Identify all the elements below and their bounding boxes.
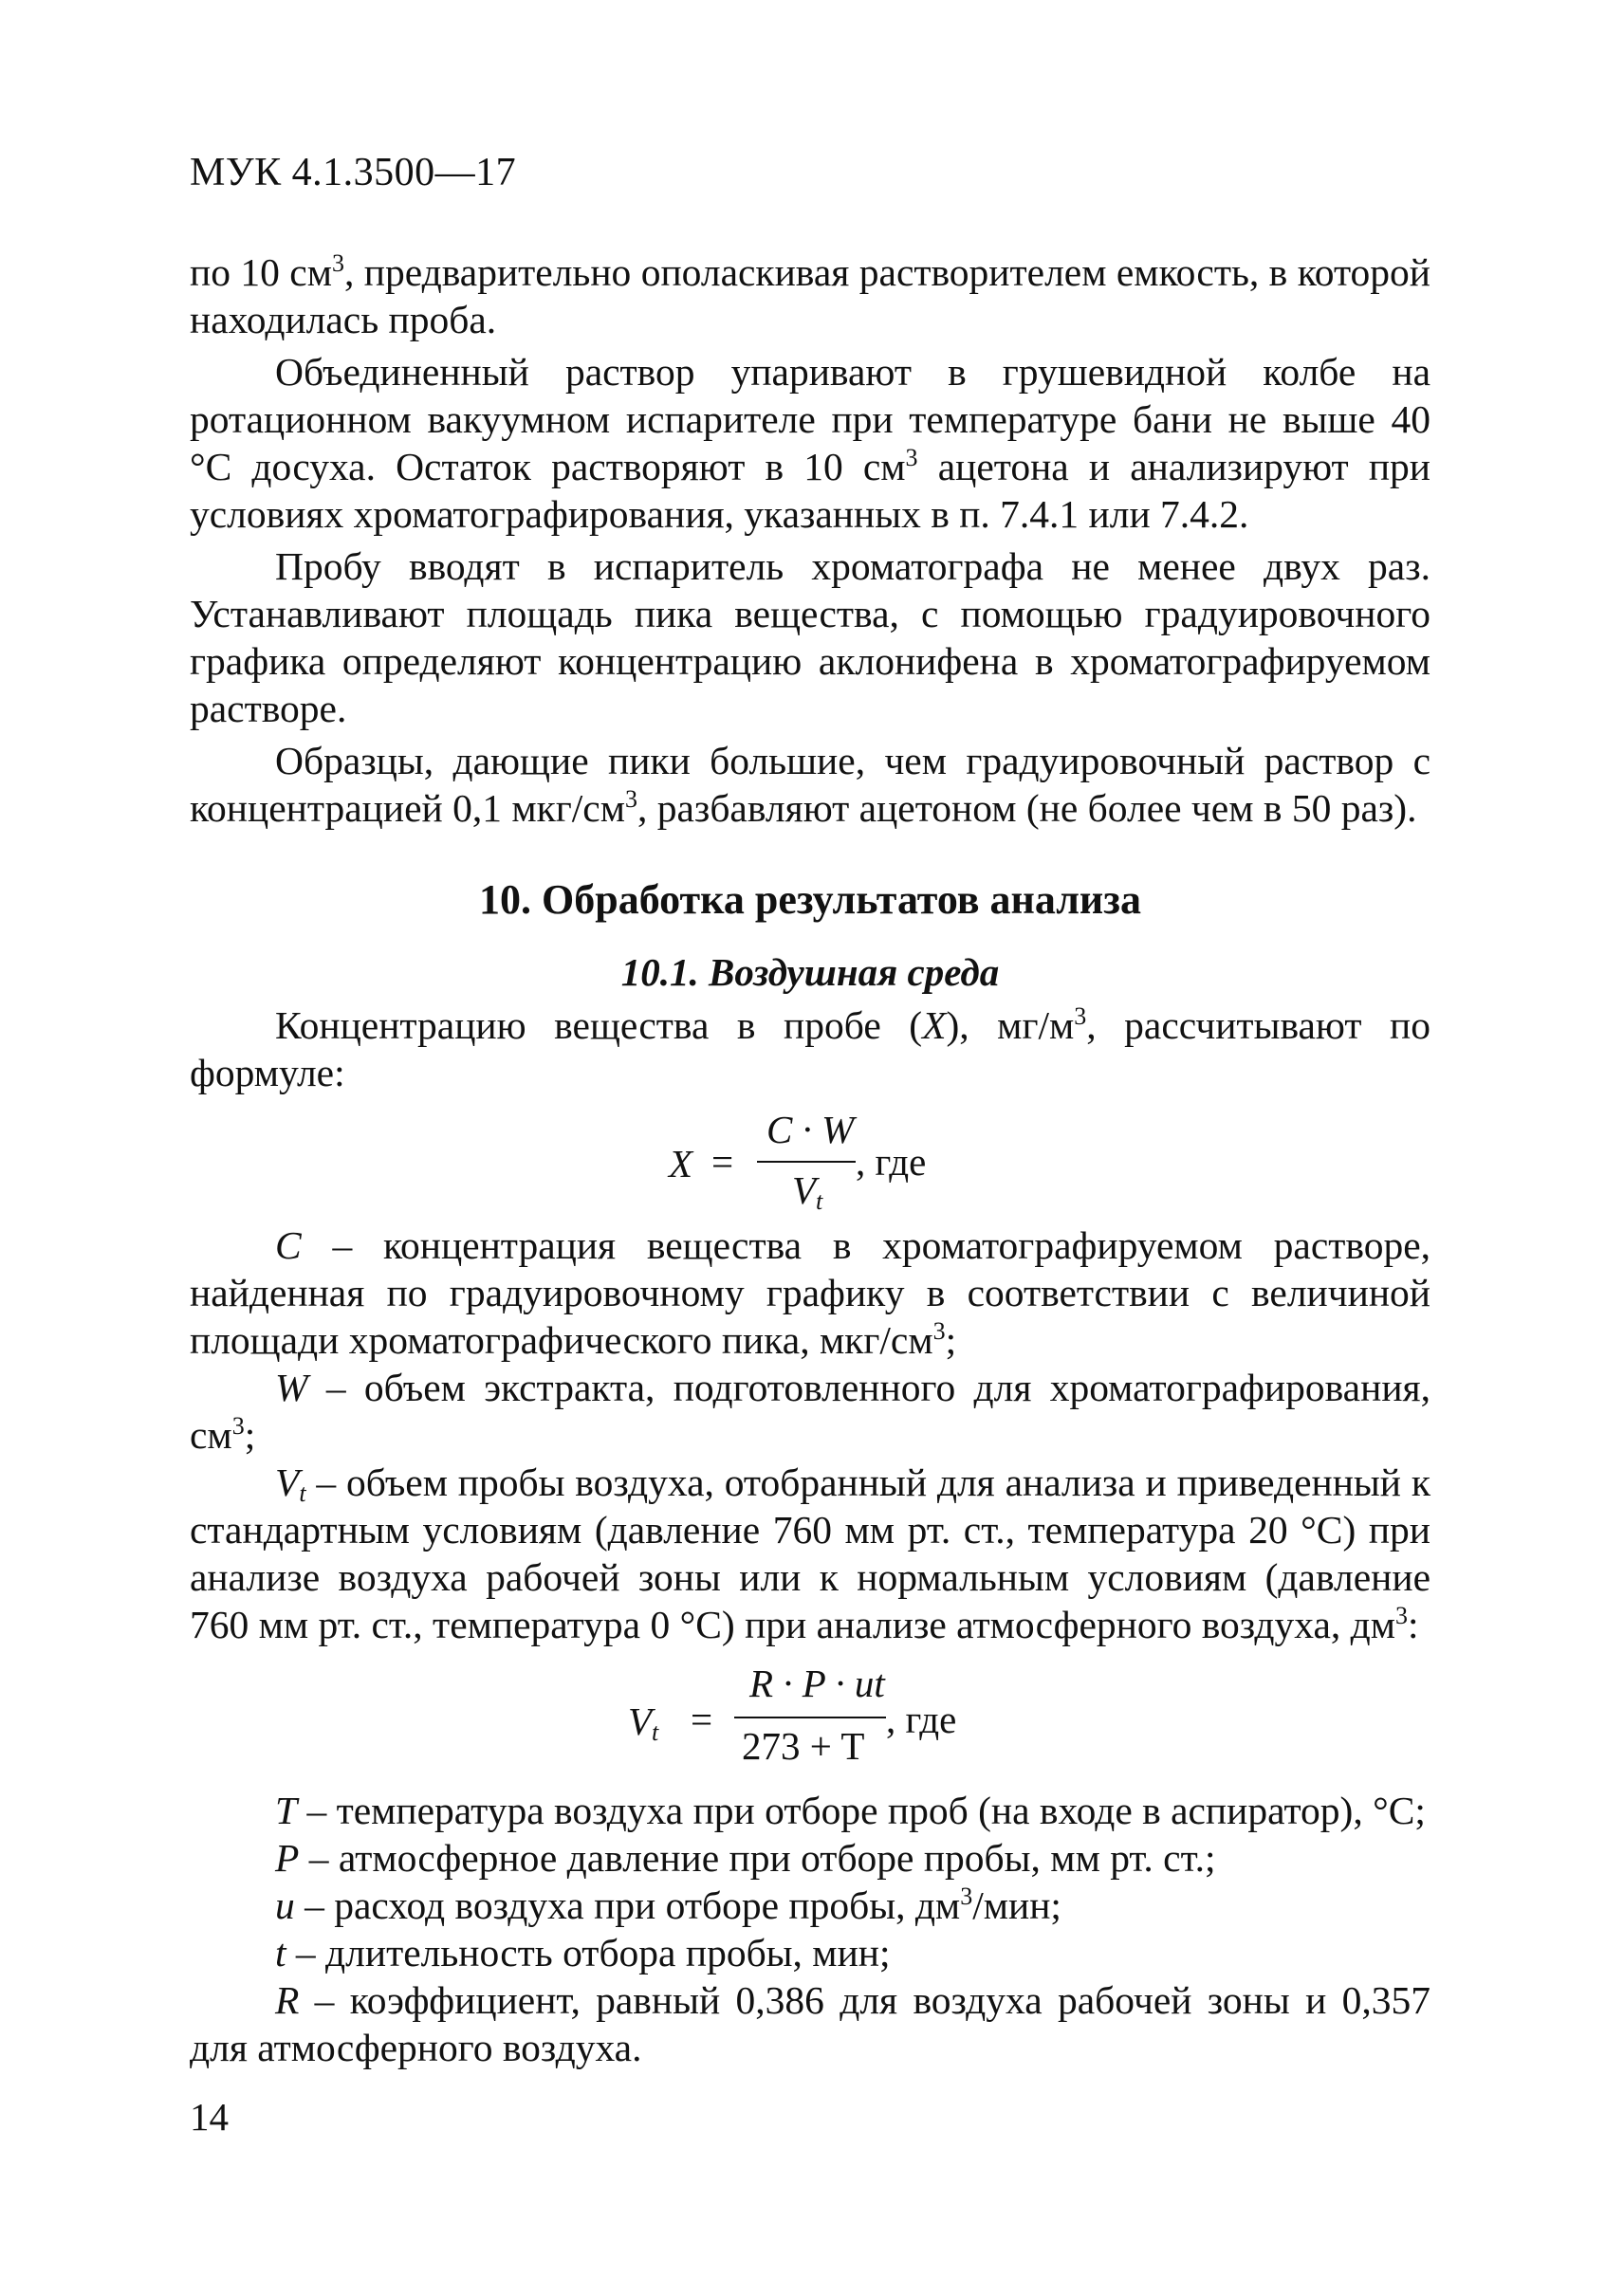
definition-r: R – коэффициент, равный 0,386 для воздуха рабочей зоны и 0,357 для атмосферного воздуха. [190, 1978, 1430, 2069]
fraction-bar [757, 1161, 856, 1163]
formula2-lhs: $V_t$ [628, 1699, 659, 1746]
formula-suffix: , где [856, 1140, 927, 1184]
definition-u: u – расход воздуха при отборе пробы, $дм^3$/мин; [275, 1883, 1061, 1927]
paragraph-dilute: Образцы, дающие пики большие, чем градуировочный раствор с концентрацией 0,1 мкг/$см^3$, разбавляют ацетоном (не более чем в 50 раз). [190, 739, 1430, 830]
subsection-heading: 10.1. Воздушная среда [620, 950, 1000, 994]
document-code-header: МУК 4.1.3500—17 [190, 151, 517, 194]
fraction-bar [734, 1717, 886, 1718]
formula-denominator: $V_t$ [792, 1168, 823, 1215]
paragraph-rinse: по 10 $см^3$, предварительно ополаскивая растворителем емкость, в которой находилась проба. [190, 249, 1430, 341]
formula-volume [190, 1656, 1430, 1781]
definition-vt: $V_t$ – объем пробы воздуха, отобранный для анализа и приведенный к стандартным условиям (давление 760 мм рт. ст., температура 20 °С) при анализе воздуха рабочей зоны или к нормальным условиям (давление 760 мм рт. ст., температура 0 °С) при анализе атмосферного воздуха, $дм^3$: [190, 1460, 1430, 1646]
section-heading: 10. Обработка результатов анализа [479, 876, 1141, 923]
formula-lhs: X [669, 1142, 693, 1185]
document-body [190, 248, 1430, 2071]
formula2-equals: = [691, 1698, 713, 1741]
definition-p: P – атмосферное давление при отборе пробы, мм рт. ст.; [275, 1836, 1216, 1880]
definition-c: C – концентрация вещества в хроматографируемом растворе, найденная по градуировочному графику в соответствии с величиной площади хроматографического пика, мкг/$см^3$; [190, 1223, 1430, 1362]
formula2-numerator: R · P · ut [749, 1662, 885, 1705]
definition-t-temperature: T – температура воздуха при отборе проб (на входе в аспиратор), °С; [275, 1789, 1426, 1832]
formula2-suffix: , где [886, 1698, 957, 1741]
formula-concentration [190, 1102, 1430, 1220]
paragraph-concentration-intro: Концентрацию вещества в пробе (X), $мг/м^3$, рассчитывают по формуле: [190, 1002, 1430, 1094]
paragraph-inject: Пробу вводят в испаритель хроматографа не менее двух раз. Устанавливают площадь пика вещества, с помощью градуировочного графика определяют концентрацию аклонифена в хроматографируемом растворе. [190, 544, 1430, 730]
page-number: 14 [190, 2095, 229, 2139]
formula-equals: = [711, 1140, 734, 1184]
definition-t-duration: t – длительность отбора пробы, мин; [275, 1931, 891, 1975]
definition-w: W – объем экстракта, подготовленного для хроматографирования, $см^3$; [190, 1366, 1430, 1457]
paragraph-evaporate: Объединенный раствор упаривают в грушевидной колбе на ротационном вакуумном испарителе при температуре бани не выше 40 °С досуха. Остаток растворяют в 10 $см^3$ ацетона и анализируют при условиях хроматографирования, указанных в п. 7.4.1 или 7.4.2. [190, 350, 1430, 536]
formula-numerator: C · W [766, 1108, 855, 1151]
formula2-denominator: 273 + T [742, 1724, 865, 1768]
